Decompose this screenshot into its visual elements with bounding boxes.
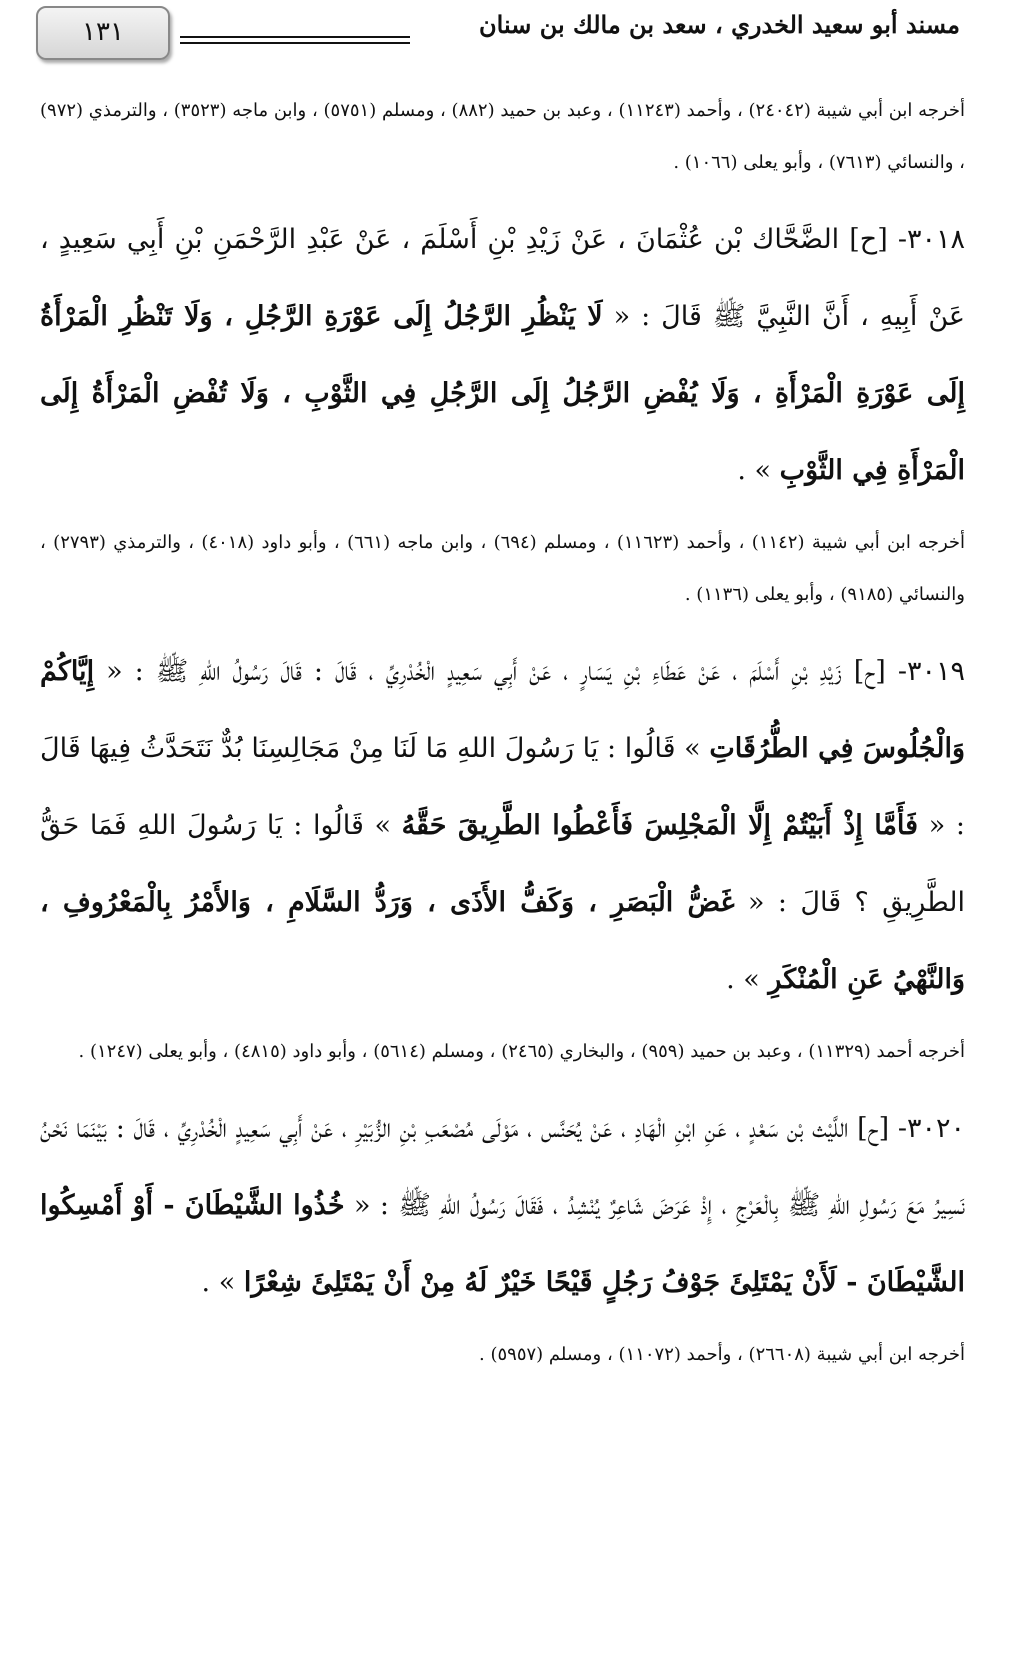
takhrij-note: أخرجه ابن أبي شيبة (٢٦٦٠٨) ، وأحمد (١١٠٧٢) ، ومسلم (٥٩٥٧) . [479, 1344, 965, 1365]
hadith-close: » . [726, 964, 760, 995]
hadith-3018 [40, 201, 965, 509]
hadith-matn: لَا يَنْظُرِ الرَّجُلُ إِلَى عَوْرَةِ الرَّجُلِ ، وَلَا تَنْظُرِ الْمَرْأَةُ إِلَى عَوْرَةِ الْمَرْأَةِ ، وَلَا يُفْضِ الرَّجُلُ إِلَى الرَّجُلِ فِي الثَّوْبِ ، وَلَا تُفْضِ الْمَرْأَةُ إِلَى الْمَرْأَةِ فِي الثَّوْبِ [40, 301, 965, 486]
hadith-close: » . [201, 1267, 236, 1298]
hadith-isnad: ٣٠٢٠- [ح] اللَّيْث بْن سَعْدٍ ، عَنِ ابْنِ الْهَادِ ، عَنْ يُحَنَّس ، مَوْلَى مُصْعَبِ بْنِ الزُّبَيْرِ ، عَنْ أَبِي سَعِيدٍ الْخُدْرِيِّ ، قَالَ : بَيْنَمَا نَحْنُ نَسِيرُ مَعَ رَسُولِ اللهِ ﷺ بِالْعَرْجِ ، إِذْ عَرَضَ شَاعِرٌ يُنْشِدُ ، فَقَالَ رَسُولُ اللهِ ﷺ : « [40, 1113, 965, 1221]
hadith-dialogue: » قَالُوا : يَا رَسُولَ اللهِ فَمَا حَقُّ الطَّرِيقِ ؟ قَالَ : « [40, 810, 965, 918]
hadith-3020 [40, 1090, 965, 1321]
hadith-3019 [40, 633, 965, 1018]
header-rule [180, 36, 410, 38]
takhrij-note: أخرجه أحمد (١١٣٢٩) ، وعبد بن حميد (٩٥٩) ، والبخاري (٢٤٦٥) ، ومسلم (٥٦١٤) ، وأبو داود (٤٨١٥) ، وأبو يعلى (١٢٤٧) . [78, 1041, 965, 1062]
hadith-isnad: ٣٠١٨- [ح] الضَّحَّاك بْن عُثْمَانَ ، عَنْ زَيْدِ بْنِ أَسْلَمَ ، عَنْ عَبْدِ الرَّحْمَنِ بْنِ أَبِي سَعِيدٍ ، عَنْ أَبِيهِ ، أَنَّ النَّبِيَّ ﷺ قَالَ : « [40, 224, 965, 332]
hadith-matn: فَأَمَّا إِذْ أَبَيْتُمْ إِلَّا الْمَجْلِسَ فَأَعْطُوا الطَّرِيقَ حَقَّهُ [401, 810, 919, 841]
hadith-matn: إِيَّاكُمْ وَالْجُلُوسَ فِي الطُّرُقَاتِ [40, 656, 965, 764]
takhrij-note: أخرجه ابن أبي شيبة (٢٤٠٤٢) ، وأحمد (١١٢٤٣) ، وعبد بن حميد (٨٨٢) ، ومسلم (٥٧٥١) ، وابن ماجه (٣٥٢٣) ، والترمذي (٩٧٢) ، والنسائي (٧٦١٣) ، وأبو يعلى (١٠٦٦) . [40, 100, 965, 173]
page-header [36, 6, 960, 62]
hadith-matn: غَضُّ الْبَصَرِ ، وَكَفُّ الأَذَى ، وَرَدُّ السَّلَامِ ، وَالأَمْرُ بِالْمَعْرُوفِ ، وَالنَّهْيُ عَنِ الْمُنْكَرِ [40, 887, 965, 995]
running-title: مسند أبو سعيد الخدري ، سعد بن مالك بن سنان [479, 10, 960, 39]
hadith-matn: خُذُوا الشَّيْطَانَ - أَوْ أَمْسِكُوا الشَّيْطَانَ - لَأَنْ يَمْتَلِئَ جَوْفُ رَجُلٍ قَيْحًا خَيْرٌ لَهُ مِنْ أَنْ يَمْتَلِئَ شِعْرًا [40, 1190, 965, 1298]
hadith-dialogue: » قَالُوا : يَا رَسُولَ اللهِ مَا لَنَا مِنْ مَجَالِسِنَا بُدٌّ نَتَحَدَّثُ فِيهَا قَالَ : « [40, 733, 965, 841]
page-content [40, 85, 965, 1381]
header-rule [180, 42, 410, 44]
takhrij-note: أخرجه ابن أبي شيبة (١١٤٢) ، وأحمد (١١٦٢٣) ، ومسلم (٦٩٤) ، وابن ماجه (٦٦١) ، وأبو داود (٤٠١٨) ، والترمذي (٢٧٩٣) ، والنسائي (٩١٨٥) ، وأبو يعلى (١١٣٦) . [40, 532, 965, 605]
hadith-isnad: ٣٠١٩- [ح] زَيْدِ بْنِ أَسْلَمَ ، عَنْ عَطَاءِ بْنِ يَسَارٍ ، عَنْ أَبِي سَعِيدٍ الْخُدْرِيِّ ، قَالَ : قَالَ رَسُولُ اللهِ ﷺ : « [106, 656, 965, 687]
hadith-close: » . [737, 455, 772, 486]
page-number-badge: ١٣١ [36, 6, 170, 60]
